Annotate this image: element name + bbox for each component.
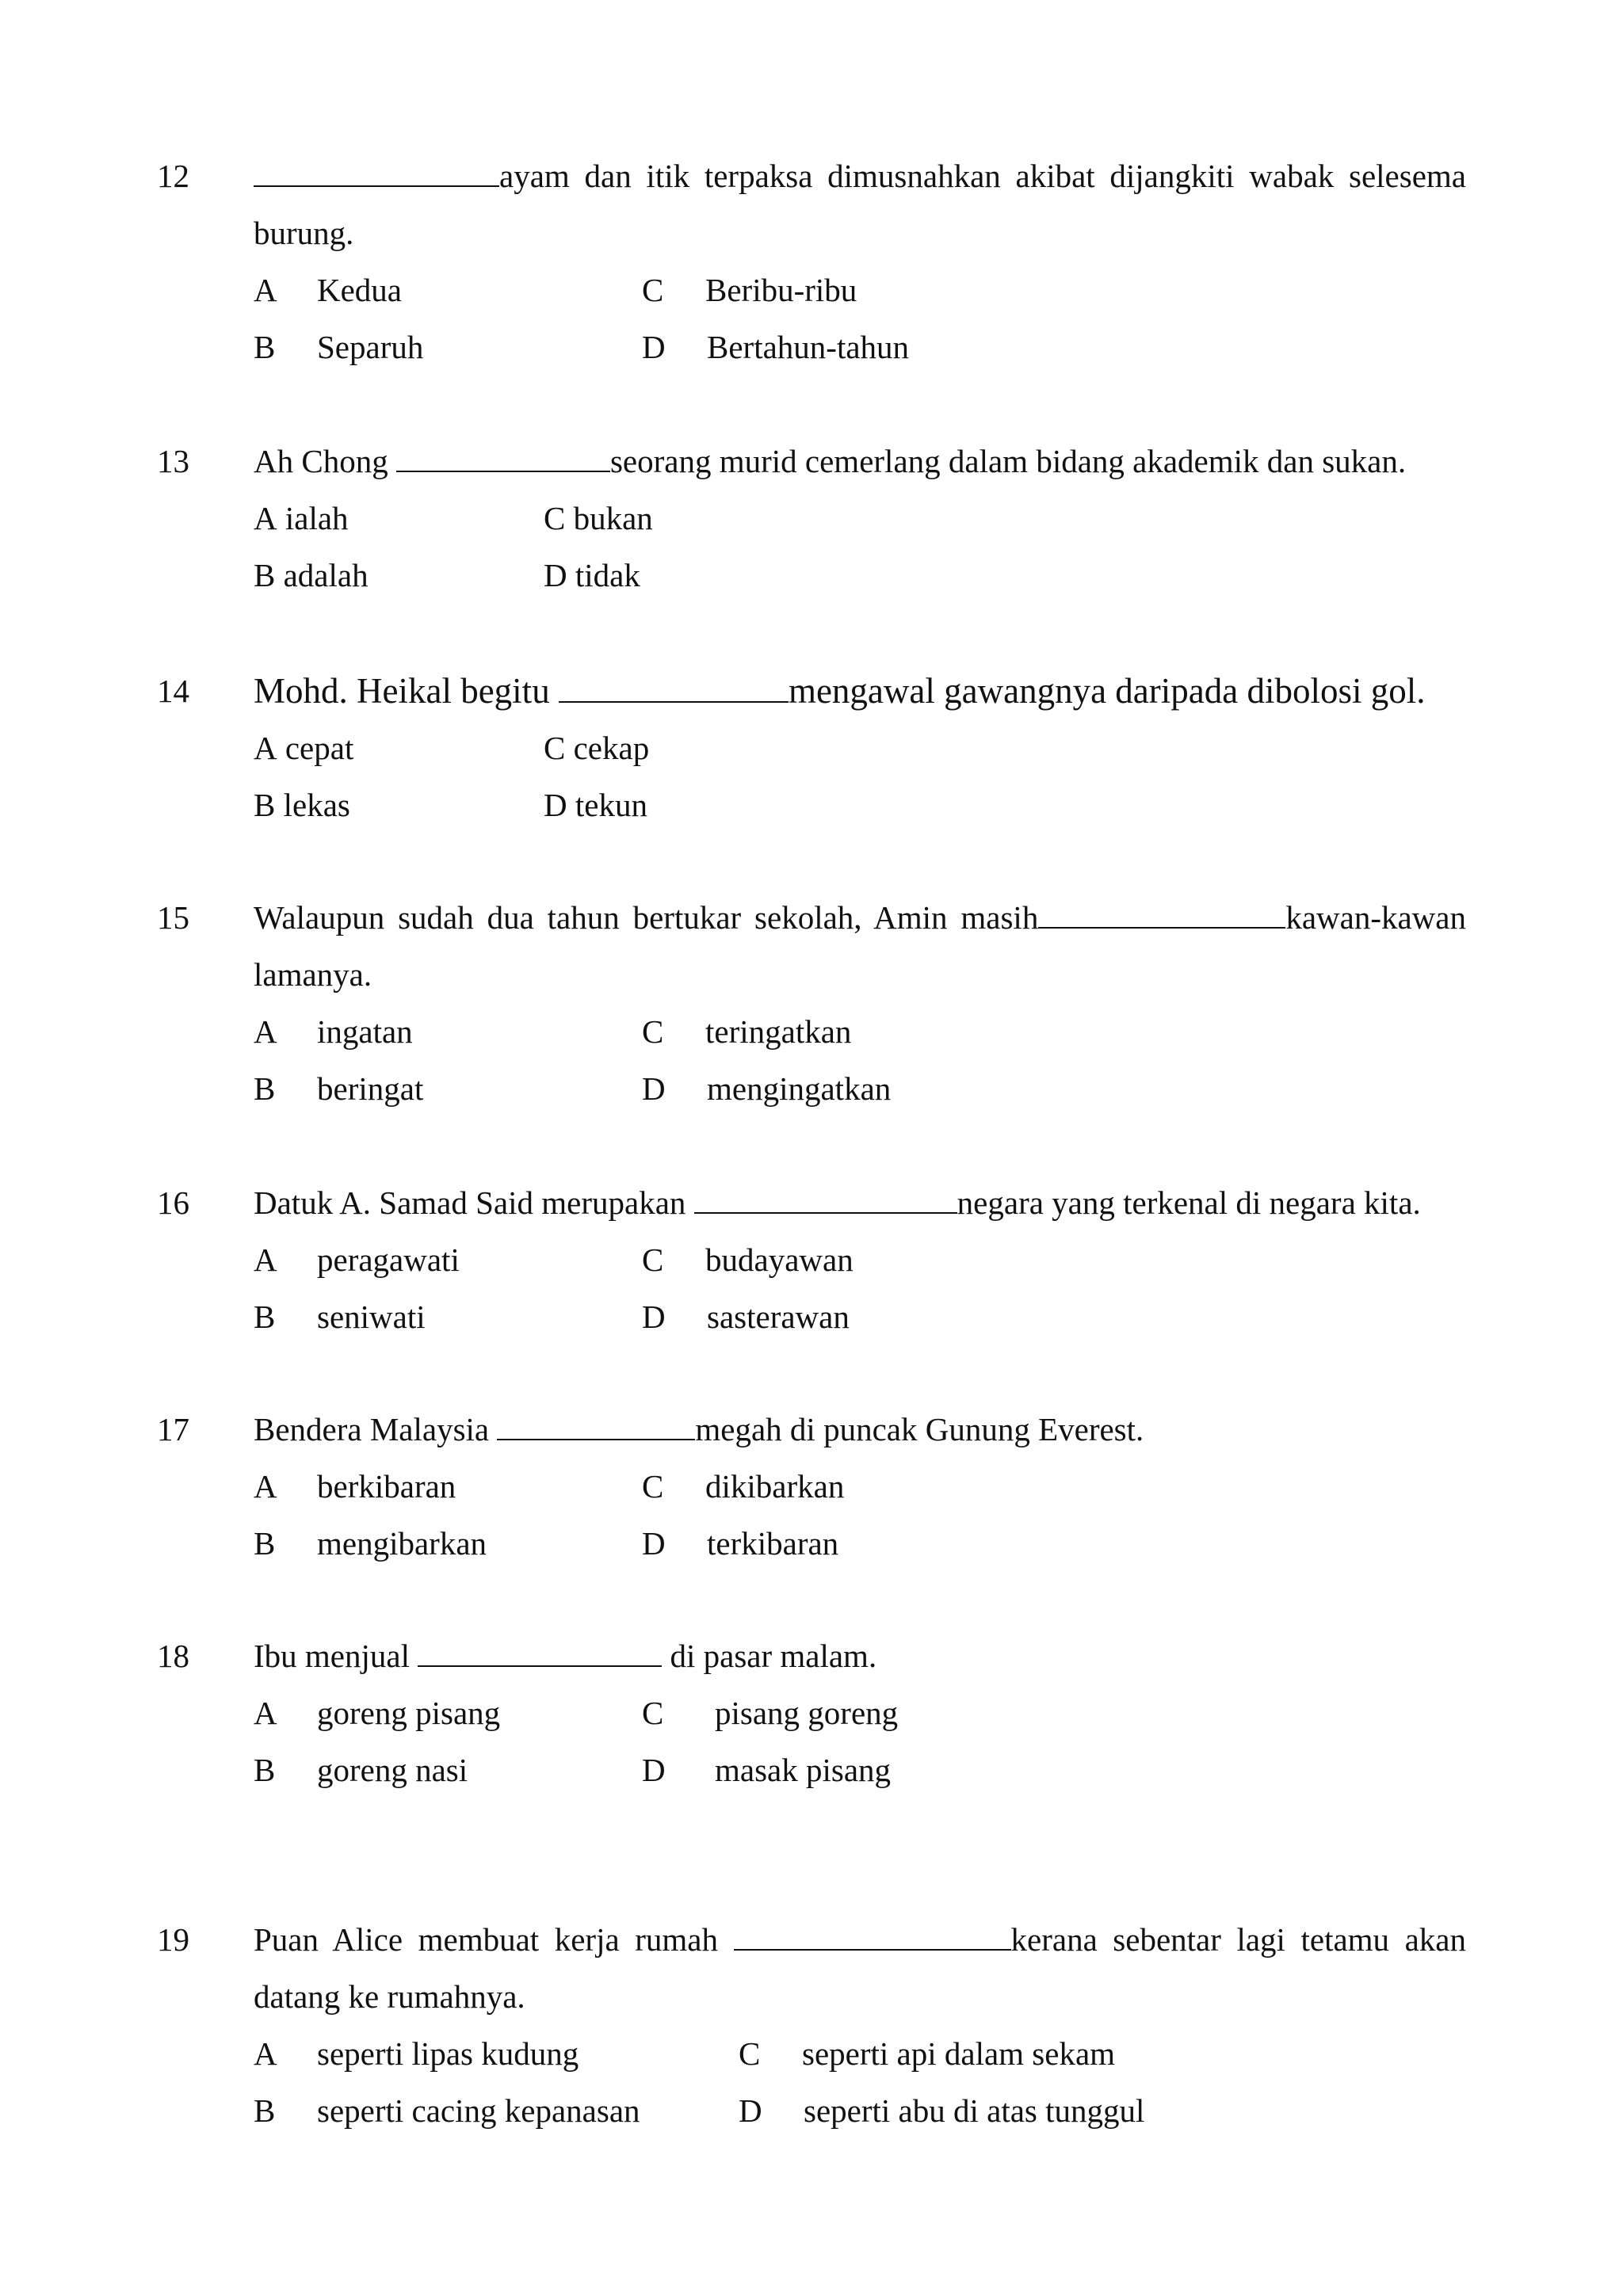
stem-text-before: Ibu menjual <box>254 1638 418 1674</box>
answer-blank <box>694 1180 957 1214</box>
option-b[interactable] <box>254 547 369 604</box>
option-text: terkibaran <box>707 1525 839 1562</box>
option-text: cepat <box>285 730 354 766</box>
option-letter: D <box>544 787 567 823</box>
option-letter: D <box>642 1752 666 1788</box>
option-c[interactable] <box>642 1684 899 1741</box>
option-text: cekap <box>573 730 650 766</box>
question-number: 17 <box>157 1411 189 1447</box>
option-letter: C <box>642 1695 664 1731</box>
option-text: peragawati <box>317 1241 460 1278</box>
option-text: mengibarkan <box>317 1525 487 1562</box>
option-b[interactable] <box>254 1060 424 1117</box>
option-c[interactable] <box>544 719 649 776</box>
option-text: seperti api dalam sekam <box>802 2035 1116 2072</box>
option-text: dikibarkan <box>705 1468 845 1505</box>
question-number: 15 <box>157 899 189 936</box>
option-text: teringatkan <box>705 1013 852 1050</box>
option-text: sasterawan <box>707 1299 850 1335</box>
option-text: Bertahun-tahun <box>707 329 910 365</box>
option-letter: B <box>254 1070 276 1107</box>
stem-text-before: Datuk A. Samad Said merupakan <box>254 1184 694 1221</box>
option-text: seperti abu di atas tunggul <box>804 2092 1145 2129</box>
option-d[interactable] <box>544 776 647 833</box>
option-letter: C <box>642 1241 664 1278</box>
option-text: ialah <box>285 500 349 536</box>
option-letter: A <box>254 1013 277 1050</box>
stem-text-before: Bendera Malaysia <box>254 1411 498 1447</box>
option-c[interactable] <box>642 1003 852 1060</box>
option-b[interactable] <box>254 2082 640 2139</box>
option-letter: D <box>642 1070 666 1107</box>
stem-text-after: di pasar malam. <box>662 1638 877 1674</box>
answer-blank <box>254 154 499 187</box>
option-text: bukan <box>573 500 653 536</box>
option-text: adalah <box>283 557 369 593</box>
answer-blank <box>497 1407 695 1440</box>
stem-text-before: Ah Chong <box>254 443 396 479</box>
option-b[interactable] <box>254 776 350 833</box>
option-text: budayawan <box>705 1241 854 1278</box>
stem-text-after: megah di puncak Gunung Everest. <box>695 1411 1144 1447</box>
option-letter: D <box>642 1525 666 1562</box>
option-a[interactable] <box>254 490 349 547</box>
option-c[interactable] <box>739 2025 1116 2082</box>
option-a[interactable] <box>254 2025 579 2082</box>
option-text: ingatan <box>317 1013 413 1050</box>
question-stem <box>254 1174 1466 1231</box>
option-c[interactable] <box>642 1458 845 1515</box>
option-a[interactable] <box>254 1458 456 1515</box>
option-d[interactable] <box>642 318 910 376</box>
question-number: 14 <box>157 673 189 709</box>
option-a[interactable] <box>254 1231 460 1288</box>
option-letter: C <box>642 1013 664 1050</box>
option-letter: A <box>254 272 277 308</box>
option-b[interactable] <box>254 1515 487 1572</box>
answer-blank <box>734 1917 1011 1951</box>
option-letter: C <box>642 272 664 308</box>
question-number: 19 <box>157 1921 189 1958</box>
option-text: tidak <box>575 557 640 593</box>
option-letter: C <box>739 2035 761 2072</box>
question-number: 13 <box>157 443 189 479</box>
option-letter: D <box>544 557 567 593</box>
stem-text-before: Walaupun sudah dua tahun bertukar sekolah, Amin masih <box>254 899 1039 936</box>
option-text: Beribu-ribu <box>705 272 857 308</box>
question-stem <box>254 1401 1466 1458</box>
stem-text-after: negara yang terkenal di negara kita. <box>957 1184 1421 1221</box>
question-stem <box>254 147 1466 261</box>
option-text: pisang goreng <box>715 1695 899 1731</box>
option-d[interactable] <box>642 1060 892 1117</box>
option-text: Separuh <box>317 329 424 365</box>
answer-blank <box>418 1634 662 1667</box>
option-text: goreng nasi <box>317 1752 468 1788</box>
question-stem <box>254 1627 1466 1684</box>
question-number: 12 <box>157 158 189 194</box>
option-letter: D <box>739 2092 762 2129</box>
option-letter: B <box>254 329 276 365</box>
option-text: seperti cacing kepanasan <box>317 2092 640 2129</box>
question-stem <box>254 433 1466 490</box>
option-d[interactable] <box>544 547 640 604</box>
option-letter: C <box>544 500 566 536</box>
option-letter: B <box>254 1299 276 1335</box>
option-a[interactable] <box>254 1684 501 1741</box>
stem-text-before: Mohd. Heikal begitu <box>254 671 559 711</box>
option-a[interactable] <box>254 261 403 318</box>
option-d[interactable] <box>642 1288 850 1345</box>
option-letter: A <box>254 500 277 536</box>
option-letter: A <box>254 1241 277 1278</box>
question-number: 18 <box>157 1638 189 1674</box>
option-letter: A <box>254 1468 277 1505</box>
answer-blank <box>1038 895 1285 929</box>
option-a[interactable] <box>254 719 353 776</box>
option-letter: B <box>254 1525 276 1562</box>
option-text: tekun <box>575 787 647 823</box>
stem-text-after: seorang murid cemerlang dalam bidang akademik dan sukan. <box>609 443 1407 479</box>
option-d[interactable] <box>642 1741 892 1798</box>
option-b[interactable] <box>254 1288 426 1345</box>
option-text: mengingatkan <box>707 1070 892 1107</box>
option-letter: A <box>254 1695 277 1731</box>
stem-text-after: ayam dan itik terpaksa dimusnahkan akibat dijangkiti wabak selesema burung. <box>254 158 1466 251</box>
option-letter: C <box>642 1468 664 1505</box>
option-b[interactable] <box>254 318 424 376</box>
answer-blank <box>396 439 610 472</box>
option-c[interactable] <box>642 261 857 318</box>
option-letter: C <box>544 730 566 766</box>
option-letter: A <box>254 730 277 766</box>
option-d[interactable] <box>642 1515 839 1572</box>
option-text: goreng pisang <box>317 1695 501 1731</box>
stem-text-before: Puan Alice membuat kerja rumah <box>254 1921 734 1958</box>
option-b[interactable] <box>254 1741 468 1798</box>
option-text: lekas <box>283 787 350 823</box>
question-stem <box>254 662 1466 719</box>
option-c[interactable] <box>544 490 653 547</box>
option-letter: B <box>254 787 276 823</box>
option-letter: B <box>254 557 276 593</box>
question-stem <box>254 889 1466 1003</box>
stem-text-after: kawan-kawan lamanya. <box>254 899 1466 993</box>
question-stem <box>254 1911 1466 2025</box>
option-letter: D <box>642 329 666 365</box>
answer-blank <box>559 669 789 703</box>
option-letter: D <box>642 1299 666 1335</box>
option-text: seniwati <box>317 1299 426 1335</box>
option-letter: B <box>254 2092 276 2129</box>
option-text: beringat <box>317 1070 424 1107</box>
option-letter: B <box>254 1752 276 1788</box>
stem-text-after: mengawal gawangnya daripada dibolosi gol. <box>788 671 1426 711</box>
option-text: seperti lipas kudung <box>317 2035 579 2072</box>
option-d[interactable] <box>739 2082 1145 2139</box>
stem-text-after: kerana sebentar lagi tetamu akan datang ke rumahnya. <box>254 1921 1466 2015</box>
option-letter: A <box>254 2035 277 2072</box>
option-text: berkibaran <box>317 1468 456 1505</box>
option-text: Kedua <box>317 272 403 308</box>
option-text: masak pisang <box>715 1752 892 1788</box>
option-a[interactable] <box>254 1003 413 1060</box>
question-number: 16 <box>157 1184 189 1221</box>
option-c[interactable] <box>642 1231 854 1288</box>
